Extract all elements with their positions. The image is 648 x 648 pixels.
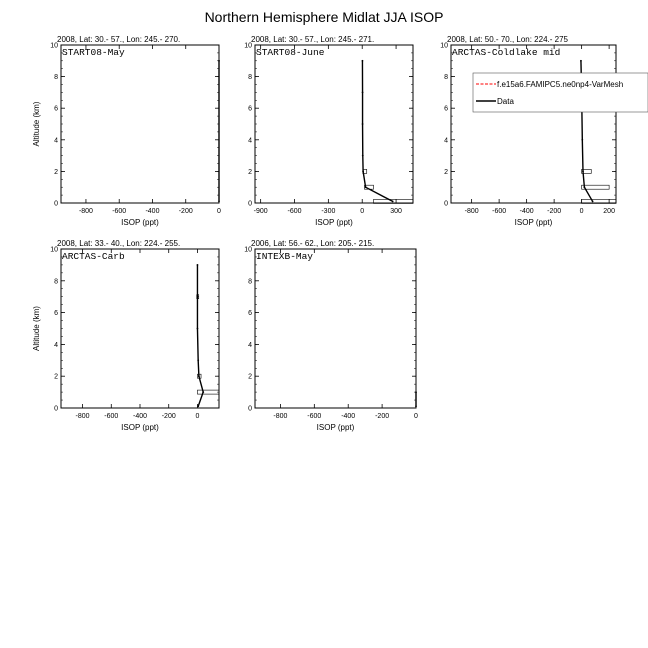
panel-label: START08-May (62, 47, 125, 58)
data-point (362, 123, 364, 125)
x-tick-label: 300 (390, 208, 402, 215)
y-tick-label: 10 (440, 42, 448, 50)
y-tick-label: 8 (54, 74, 58, 82)
x-axis-label: ISOP (ppt) (315, 218, 353, 227)
panel-label: INTEXB-May (256, 251, 314, 262)
data-point (415, 406, 417, 408)
y-tick-label: 4 (444, 137, 448, 145)
y-tick-label: 2 (248, 168, 252, 176)
y-tick-label: 6 (54, 310, 58, 318)
data-point (582, 171, 584, 173)
x-tick-label: -600 (307, 413, 322, 420)
y-tick-label: 6 (54, 105, 58, 113)
x-tick-label: 0 (579, 208, 584, 215)
x-tick-label: -200 (161, 413, 176, 420)
range-box (197, 390, 219, 394)
data-point (202, 391, 204, 393)
legend (473, 73, 648, 112)
data-point (581, 139, 583, 141)
panel-subtitle: 2008, Lat: 50.- 70., Lon: 224.- 275 (447, 35, 568, 44)
data-point (198, 375, 200, 377)
figure-title: Northern Hemisphere Midlat JJA ISOP (204, 9, 444, 25)
series-line-data (197, 265, 203, 407)
y-tick-label: 10 (50, 246, 58, 254)
data-point (218, 201, 220, 203)
y-tick-label: 2 (444, 168, 448, 176)
x-tick-label: 0 (217, 208, 221, 215)
chart-panel-3 (440, 35, 616, 227)
x-tick-label: -600 (112, 208, 127, 215)
y-tick-label: 0 (248, 200, 252, 208)
data-point (580, 60, 582, 62)
y-tick-label: 6 (248, 105, 252, 113)
x-tick-label: 0 (195, 413, 200, 420)
y-tick-label: 2 (54, 373, 58, 381)
legend-data-label: Data (497, 97, 514, 106)
y-tick-label: 0 (54, 200, 58, 208)
x-tick-label: -400 (519, 208, 534, 215)
x-tick-label: -600 (287, 208, 302, 215)
data-point (392, 201, 394, 203)
x-tick-label: -800 (75, 413, 90, 420)
data-point (218, 60, 220, 62)
panel-label: START08-June (256, 47, 325, 58)
y-tick-label: 8 (248, 74, 252, 82)
y-tick-label: 8 (54, 278, 58, 286)
x-tick-label: 0 (360, 208, 365, 215)
y-tick-label: 2 (248, 373, 252, 381)
data-point (197, 264, 199, 266)
y-tick-label: 8 (248, 278, 252, 286)
x-tick-label: -400 (341, 413, 356, 420)
data-point (362, 155, 364, 157)
panel-label: ARCTAS-Carb (62, 251, 125, 262)
x-tick-label: -800 (464, 208, 479, 215)
panel-label: ARCTAS-Coldlake mid (452, 47, 561, 58)
x-tick-label: -800 (78, 208, 93, 215)
x-axis-label: ISOP (ppt) (121, 218, 159, 227)
panel-subtitle: 2008, Lat: 33.- 40., Lon: 224.- 255. (57, 239, 181, 248)
y-tick-label: 4 (248, 341, 252, 349)
x-tick-label: -600 (492, 208, 507, 215)
y-tick-label: 0 (444, 200, 448, 208)
data-point (197, 359, 199, 361)
data-point (365, 186, 367, 188)
x-tick-label: 0 (414, 413, 418, 420)
y-tick-label: 8 (444, 74, 448, 82)
y-tick-label: 2 (54, 168, 58, 176)
y-tick-label: 0 (54, 405, 58, 413)
y-tick-label: 6 (444, 105, 448, 113)
x-tick-label: 200 (603, 208, 615, 215)
x-axis-label: ISOP (ppt) (514, 218, 553, 227)
x-tick-label: -200 (178, 208, 193, 215)
data-point (592, 201, 594, 203)
plot-frame (61, 45, 219, 203)
data-point (362, 92, 364, 94)
x-axis-label: ISOP (ppt) (121, 423, 159, 432)
x-tick-label: -600 (104, 413, 119, 420)
data-point (583, 186, 585, 188)
data-point (415, 391, 417, 393)
data-point (197, 296, 199, 298)
data-point (197, 328, 199, 330)
y-tick-label: 4 (248, 137, 252, 145)
panel-subtitle: 2008, Lat: 30.- 57., Lon: 245.- 271. (251, 35, 375, 44)
x-axis-label: ISOP (ppt) (316, 423, 355, 432)
legend-model-label: f.e15a6.FAMIPC5.ne0np4-VarMesh (497, 80, 624, 89)
panel-subtitle: 2008, Lat: 30.- 57., Lon: 245.- 270. (57, 35, 181, 44)
legend-box (473, 73, 648, 112)
chart-panel-5 (244, 239, 418, 432)
plot-frame (61, 249, 219, 408)
plot-frame (451, 45, 616, 203)
data-point (362, 171, 364, 173)
chart-panel-4 (32, 239, 219, 432)
y-tick-label: 4 (54, 341, 58, 349)
y-tick-label: 10 (50, 42, 58, 50)
plot-frame (255, 45, 413, 203)
x-tick-label: -400 (145, 208, 160, 215)
y-axis-label: Altitude (km) (32, 101, 41, 147)
data-point (362, 60, 364, 62)
series-line-data (362, 61, 392, 202)
x-tick-label: -300 (321, 208, 336, 215)
x-tick-label: -400 (132, 413, 148, 420)
x-tick-label: -200 (375, 413, 390, 420)
y-tick-label: 10 (244, 42, 252, 50)
x-tick-label: -200 (547, 208, 562, 215)
panel-subtitle: 2006, Lat: 56.- 62., Lon: 205.- 215. (251, 239, 375, 248)
y-tick-label: 0 (248, 405, 252, 413)
y-tick-label: 4 (54, 137, 58, 145)
x-tick-label: -900 (253, 208, 268, 215)
chart-panel-1 (32, 35, 221, 227)
y-tick-label: 10 (244, 246, 252, 254)
data-point (197, 406, 199, 408)
y-axis-label: Altitude (km) (32, 306, 41, 351)
chart-panel-2 (244, 35, 413, 227)
plot-frame (255, 249, 416, 408)
x-tick-label: -800 (273, 413, 288, 420)
y-tick-label: 6 (248, 310, 252, 318)
